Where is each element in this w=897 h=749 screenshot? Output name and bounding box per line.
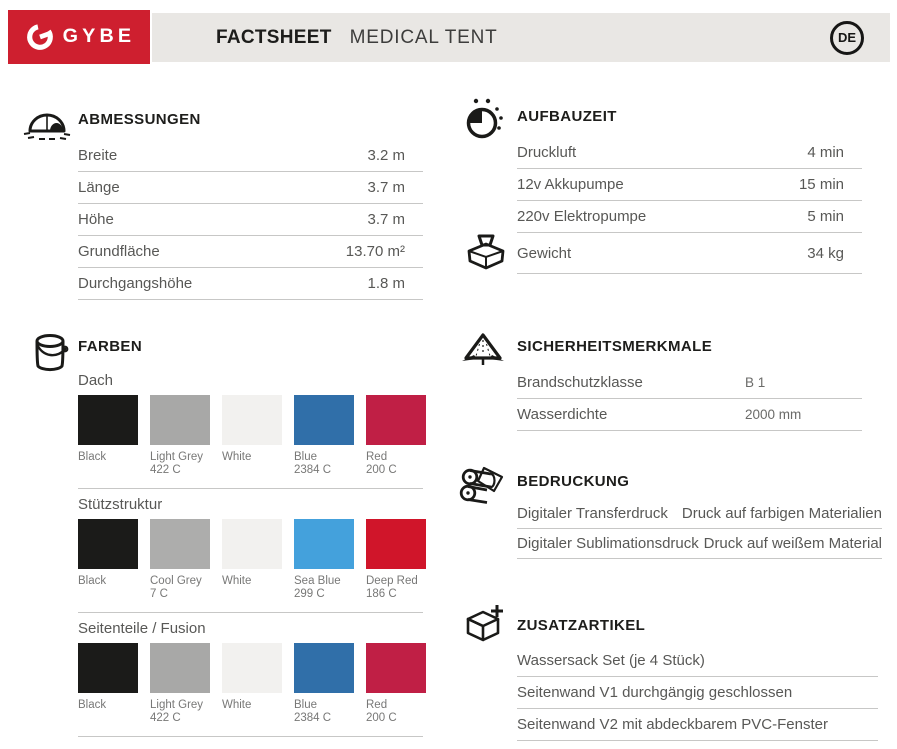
page-subtitle: MEDICAL TENT <box>349 26 498 48</box>
section-title: SICHERHEITSMERKMALE <box>517 338 713 355</box>
section-abmessungen <box>25 103 423 300</box>
color-swatch-item <box>150 395 210 477</box>
section-zusatzartikel <box>461 603 882 741</box>
row-label: Brandschutzklasse <box>517 374 643 391</box>
row-value: 1.8 m <box>367 275 405 292</box>
color-swatch <box>150 519 210 569</box>
swatch-name: Red <box>366 451 388 463</box>
brand-g-icon <box>25 22 55 52</box>
stopwatch-icon <box>463 96 505 147</box>
color-swatch-item <box>222 395 282 477</box>
swatch-name: White <box>222 575 252 587</box>
swatch-name: Red <box>366 699 388 711</box>
swatch-name: Cool Grey <box>150 575 202 587</box>
brand-logo <box>8 10 150 64</box>
row-value: Druck auf weißem Material <box>703 535 882 552</box>
table-row <box>78 204 423 236</box>
color-swatch <box>294 395 354 445</box>
section-title: ZUSATZARTIKEL <box>517 617 646 634</box>
header-bar <box>152 13 890 62</box>
swatch-name: Black <box>78 575 107 587</box>
table-row <box>517 201 862 233</box>
table-row <box>517 709 878 741</box>
table-row <box>78 268 423 300</box>
row-value: B 1 <box>745 375 766 390</box>
color-swatch-item <box>78 395 138 477</box>
section-bedruckung <box>461 465 882 559</box>
color-swatch-item <box>150 643 210 725</box>
row-value: 13.70 m² <box>345 243 405 260</box>
color-swatch-item <box>294 643 354 725</box>
color-swatch-item <box>366 519 426 601</box>
row-label: 220v Elektropumpe <box>517 208 647 225</box>
color-group-title: Seitenteile / Fusion <box>78 620 206 637</box>
color-swatch-item <box>78 519 138 601</box>
row-value: 4 min <box>807 144 844 161</box>
row-value: Druck auf farbigen Materialien <box>681 505 882 522</box>
section-title: ABMESSUNGEN <box>78 111 201 128</box>
color-swatch <box>150 643 210 693</box>
swatch-code: 2384 C <box>294 464 332 476</box>
table-row <box>78 140 423 172</box>
table-row <box>517 137 862 169</box>
color-swatch <box>78 519 138 569</box>
table-row <box>78 236 423 268</box>
color-swatch-item <box>294 395 354 477</box>
setup-time-table <box>517 137 862 274</box>
row-label: Seitenwand V2 mit abdeckbarem PVC-Fenster <box>517 716 828 733</box>
swatch-code: 2384 C <box>294 712 332 724</box>
swatch-code: 200 C <box>366 712 397 724</box>
color-swatch <box>294 519 354 569</box>
color-swatch-item <box>78 643 138 725</box>
color-group-dach <box>78 371 423 488</box>
swatch-name: White <box>222 699 252 711</box>
color-group-seitenteile <box>78 612 423 736</box>
swatch-code: 422 C <box>150 712 181 724</box>
color-swatch <box>222 519 282 569</box>
row-value: 3.2 m <box>367 147 405 164</box>
row-value: 3.7 m <box>367 211 405 228</box>
table-row <box>517 677 878 709</box>
table-row <box>517 399 862 431</box>
section-farben <box>25 330 423 737</box>
row-label: Digitaler Transferdruck <box>517 505 668 522</box>
color-swatch <box>150 395 210 445</box>
color-swatch <box>222 395 282 445</box>
table-row <box>517 645 878 677</box>
row-label: Wasserdichte <box>517 406 608 423</box>
color-swatch-item <box>294 519 354 601</box>
swatch-name: Black <box>78 451 107 463</box>
weight-row <box>517 233 862 274</box>
table-row <box>517 367 862 399</box>
color-groups <box>78 371 423 737</box>
section-title: AUFBAUZEIT <box>517 108 617 125</box>
swatch-name: Black <box>78 699 107 711</box>
swatch-name: Blue <box>294 451 318 463</box>
brand-wordmark: GYBE <box>62 26 135 47</box>
row-label: Wassersack Set (je 4 Stück) <box>517 652 705 669</box>
row-value: 34 kg <box>807 244 844 262</box>
print-rollers-icon <box>458 466 504 509</box>
row-label: Höhe <box>78 211 114 228</box>
swatch-name: Deep Red <box>366 575 418 587</box>
row-value: 5 min <box>807 208 844 225</box>
swatch-name: White <box>222 451 252 463</box>
row-label: Gewicht <box>517 244 572 262</box>
table-row <box>517 169 862 201</box>
color-swatch <box>366 395 426 445</box>
swatch-code: 7 C <box>150 588 168 600</box>
color-swatch-item <box>366 395 426 477</box>
color-group-title: Stützstruktur <box>78 496 163 513</box>
color-swatch <box>222 643 282 693</box>
tent-icon <box>22 103 72 146</box>
section-title: BEDRUCKUNG <box>517 473 630 490</box>
section-aufbauzeit <box>461 100 862 274</box>
color-group-title: Dach <box>78 372 114 389</box>
row-label: Durchgangshöhe <box>78 275 193 292</box>
section-title: FARBEN <box>78 338 143 355</box>
color-swatch-item <box>150 519 210 601</box>
swatch-code: 422 C <box>150 464 181 476</box>
color-swatch-item <box>222 643 282 725</box>
table-row <box>517 499 882 529</box>
swatch-name: Sea Blue <box>294 575 341 587</box>
swatch-code: 299 C <box>294 588 325 600</box>
weight-icon <box>466 234 506 275</box>
tent-guylines-icon <box>461 332 505 373</box>
section-sicherheitsmerkmale <box>461 330 862 431</box>
table-row <box>78 172 423 204</box>
page-title: FACTSHEET <box>216 26 332 48</box>
color-swatch <box>78 395 138 445</box>
swatch-name: Blue <box>294 699 318 711</box>
row-value: 3.7 m <box>367 179 405 196</box>
row-label: Seitenwand V1 durchgängig geschlossen <box>517 684 793 701</box>
row-label: 12v Akkupumpe <box>517 176 624 193</box>
color-swatch-item <box>222 519 282 601</box>
row-value: 15 min <box>798 176 844 193</box>
swatch-code: 186 C <box>366 588 397 600</box>
row-label: Digitaler Sublimationsdruck <box>517 535 699 552</box>
addons-table <box>517 645 878 741</box>
language-badge[interactable]: DE <box>830 21 864 55</box>
color-swatch <box>366 519 426 569</box>
row-label: Grundfläche <box>78 243 160 260</box>
paint-bucket-icon <box>30 332 70 383</box>
swatch-code: 200 C <box>366 464 397 476</box>
row-label: Druckluft <box>517 144 577 161</box>
swatch-name: Light Grey <box>150 451 204 463</box>
row-label: Breite <box>78 147 118 164</box>
printing-table <box>517 499 882 559</box>
dimensions-table <box>78 140 423 300</box>
color-swatch <box>78 643 138 693</box>
table-row <box>517 529 882 559</box>
safety-table <box>517 367 862 431</box>
swatch-name: Light Grey <box>150 699 204 711</box>
color-swatch <box>294 643 354 693</box>
row-value: 2000 mm <box>745 407 802 422</box>
row-label: Länge <box>78 179 120 196</box>
box-plus-icon <box>463 603 505 650</box>
color-swatch-item <box>366 643 426 725</box>
color-group-stuetzstruktur <box>78 488 423 612</box>
color-swatch <box>366 643 426 693</box>
